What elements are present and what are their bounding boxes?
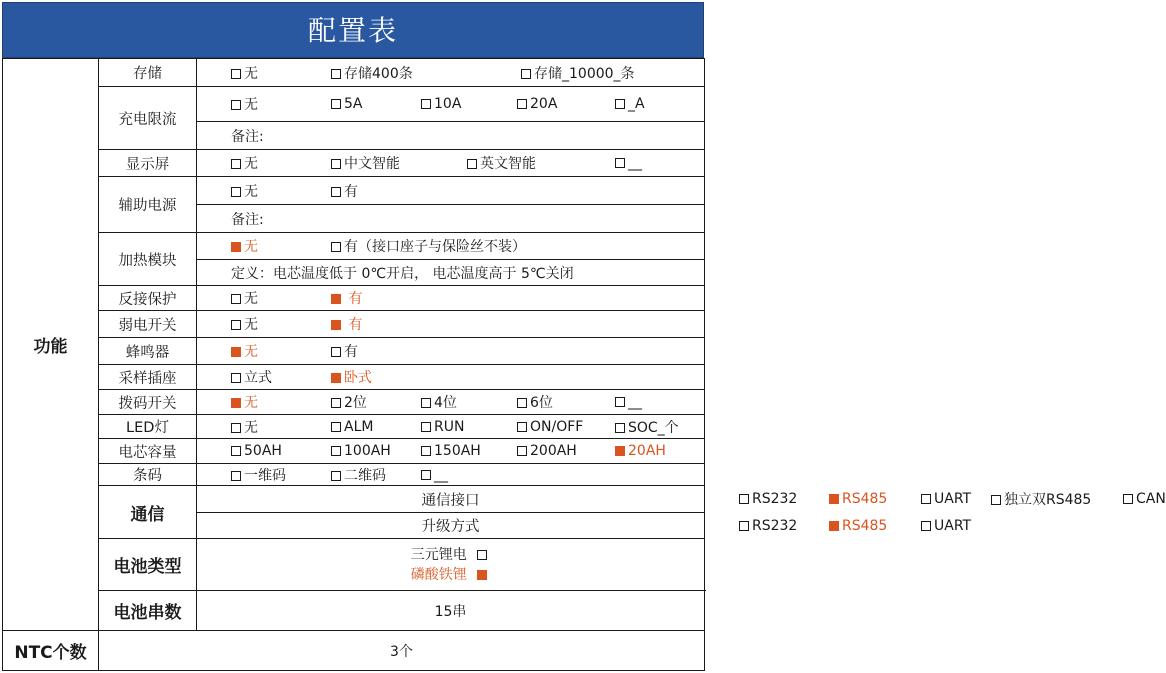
option-upgrade-rs485[interactable]: RS485 [829,518,887,534]
checkbox-icon [477,550,487,560]
checkbox-icon [421,398,431,408]
checkbox-icon [739,494,749,504]
row-label-dip-switch: 拨码开关 [99,390,197,415]
options-display [197,150,705,177]
option-cap-50[interactable]: 50AH [231,443,282,459]
checkbox-icon [331,187,341,197]
row-sample-socket [3,365,705,390]
option-socket-vertical[interactable]: 立式 [231,367,272,387]
checkbox-icon [615,397,625,407]
option-battery-nmc[interactable]: 三元锂电 [197,545,704,565]
option-barcode-2d[interactable]: 二维码 [331,465,386,485]
checkbox-icon [231,471,241,481]
option-display-english[interactable]: 英文智能 [467,153,536,173]
row-label-sample-socket: 采样插座 [99,365,197,390]
row-label-storage: 存储 [99,59,197,87]
option-upgrade-rs232[interactable]: RS232 [739,518,797,534]
option-charge-10a[interactable]: 10A [421,96,461,112]
row-battery-type [3,539,705,591]
option-charge-20a[interactable]: 20A [517,96,557,112]
checkbox-icon [1123,494,1133,504]
option-led-run[interactable]: RUN [421,419,464,435]
checkbox-icon [331,471,341,481]
checkbox-icon [421,446,431,456]
checked-box-icon [231,242,241,252]
checked-box-icon [829,521,839,531]
checked-box-icon [231,398,241,408]
checkbox-icon [331,159,341,169]
option-cap-20[interactable]: 20AH [615,443,666,459]
checkbox-icon [331,347,341,357]
row-weak-switch [3,311,705,338]
row-led [3,415,705,439]
options-weak-switch [197,311,705,338]
checkbox-icon [331,446,341,456]
checkbox-icon [331,99,341,109]
option-comm-uart[interactable]: UART [921,491,971,507]
row-label-upgrade: 升级方式 [197,513,705,539]
checkbox-icon [231,100,241,110]
checkbox-icon [331,422,341,432]
option-buzzer-yes[interactable]: 有 [331,341,358,361]
row-label-charge-limit: 充电限流 [99,87,197,150]
option-cap-150[interactable]: 150AH [421,443,481,459]
checkbox-icon [421,422,431,432]
option-display-custom[interactable]: __ [615,155,642,171]
row-comm-port [3,486,705,513]
option-led-soc[interactable]: SOC_个 [615,417,679,437]
options-charge-limit [197,87,705,122]
row-reverse [3,286,705,311]
row-ntc [3,631,705,671]
option-dip-custom[interactable]: __ [615,394,642,410]
checkbox-icon [615,158,625,168]
row-heater [3,233,705,260]
checked-box-icon [331,373,341,383]
checked-box-icon [829,494,839,504]
checkbox-icon [521,69,531,79]
checkbox-icon [921,521,931,531]
ntc-value: 3个 [99,631,705,671]
row-dip-switch [3,390,705,415]
row-label-reverse: 反接保护 [99,286,197,311]
option-dip-none[interactable]: 无 [231,392,258,412]
option-heater-yes[interactable]: 有（接口座子与保险丝不装） [331,236,526,256]
checkbox-icon [231,294,241,304]
option-barcode-1d[interactable]: 一维码 [231,465,286,485]
option-weak-none[interactable]: 无 [231,314,258,334]
option-weak-yes[interactable]: 有 [331,314,362,334]
aux-note: 备注: [197,205,705,233]
option-led-alm[interactable]: ALM [331,419,373,435]
option-charge-5a[interactable]: 5A [331,96,362,112]
option-upgrade-uart[interactable]: UART [921,518,971,534]
option-storage-10000[interactable]: 存储_10000_条 [521,63,635,83]
options-sample-socket [197,365,705,390]
checkbox-icon [421,470,431,480]
options-aux-power [197,177,705,205]
options-dip-switch [197,390,705,415]
checkbox-icon [231,159,241,169]
option-aux-none[interactable]: 无 [231,181,258,201]
option-cap-200[interactable]: 200AH [517,443,577,459]
row-charge-limit [3,87,705,122]
row-label-capacity: 电芯容量 [99,439,197,464]
checkbox-icon [615,423,625,433]
options-capacity [197,439,705,464]
option-led-onoff[interactable]: ON/OFF [517,419,583,435]
checkbox-icon [467,159,477,169]
row-label-display: 显示屏 [99,150,197,177]
section-function: 功能 [3,59,99,631]
checkbox-icon [517,398,527,408]
row-buzzer [3,338,705,365]
row-barcode [3,464,705,486]
options-led [197,415,705,439]
option-storage-400[interactable]: 存储400条 [331,63,413,83]
row-label-barcode: 条码 [99,464,197,486]
section-comm: 通信 [99,486,197,539]
checked-box-icon [615,446,625,456]
row-display [3,150,705,177]
section-battery-series: 电池串数 [99,591,197,631]
checkbox-icon [615,99,625,109]
option-display-chinese[interactable]: 中文智能 [331,153,400,173]
checkbox-icon [231,446,241,456]
heater-definition: 定义：电芯温度低于 0℃开启， 电芯温度高于 5℃关闭 [197,260,705,286]
options-storage [197,59,705,87]
section-ntc: NTC个数 [3,631,99,671]
checkbox-icon [331,398,341,408]
options-heater [197,233,705,260]
row-capacity [3,439,705,464]
option-comm-rs232[interactable]: RS232 [739,491,797,507]
checkbox-icon [517,422,527,432]
row-label-aux-power: 辅助电源 [99,177,197,233]
option-dip-4[interactable]: 4位 [421,392,457,412]
option-buzzer-none[interactable]: 无 [231,341,258,361]
section-battery-type: 电池类型 [99,539,197,591]
checked-box-icon [477,570,487,580]
option-barcode-custom[interactable]: __ [421,467,448,483]
options-barcode [197,464,705,486]
row-aux-power [3,177,705,205]
option-reverse-yes[interactable]: 有 [331,288,362,308]
row-label-comm-port: 通信接口 [197,486,705,513]
option-dip-2[interactable]: 2位 [331,392,367,412]
option-reverse-none[interactable]: 无 [231,288,258,308]
option-led-none[interactable]: 无 [231,417,258,437]
checkbox-icon [231,187,241,197]
config-table [2,58,1166,671]
option-charge-none[interactable]: 无 [231,94,258,114]
option-charge-custom[interactable]: _A [615,96,645,112]
row-storage [3,59,705,87]
checkbox-icon [231,423,241,433]
battery-type-options [197,539,705,591]
checkbox-icon [921,494,931,504]
checkbox-icon [739,521,749,531]
checkbox-icon [991,495,1001,505]
row-label-weak-switch: 弱电开关 [99,311,197,338]
option-cap-100[interactable]: 100AH [331,443,391,459]
option-aux-yes[interactable]: 有 [331,181,358,201]
battery-series-value: 15串 [197,591,705,631]
option-comm-can[interactable]: CAN [1123,491,1166,507]
checkbox-icon [231,69,241,79]
checked-box-icon [231,347,241,357]
checkbox-icon [517,446,527,456]
option-storage-none[interactable]: 无 [231,63,258,83]
checked-box-icon [331,294,341,304]
charge-note: 备注: [197,122,705,150]
options-buzzer [197,338,705,365]
row-label-buzzer: 蜂鸣器 [99,338,197,365]
options-reverse [197,286,705,311]
checkbox-icon [421,99,431,109]
checkbox-icon [231,373,241,383]
checkbox-icon [231,320,241,330]
option-battery-lfp[interactable]: 磷酸铁锂 [197,565,704,585]
option-heater-none[interactable]: 无 [231,236,258,256]
option-comm-dual-rs485[interactable]: 独立双RS485 [991,489,1091,509]
checkbox-icon [517,99,527,109]
page-title: 配置表 [2,2,704,58]
row-battery-series [3,591,705,631]
row-label-heater: 加热模块 [99,233,197,286]
option-socket-horizontal[interactable]: 卧式 [331,367,372,387]
option-display-none[interactable]: 无 [231,153,258,173]
option-dip-6[interactable]: 6位 [517,392,553,412]
option-comm-rs485[interactable]: RS485 [829,491,887,507]
checkbox-icon [331,69,341,79]
checkbox-icon [331,242,341,252]
checked-box-icon [331,320,341,330]
row-label-led: LED灯 [99,415,197,439]
